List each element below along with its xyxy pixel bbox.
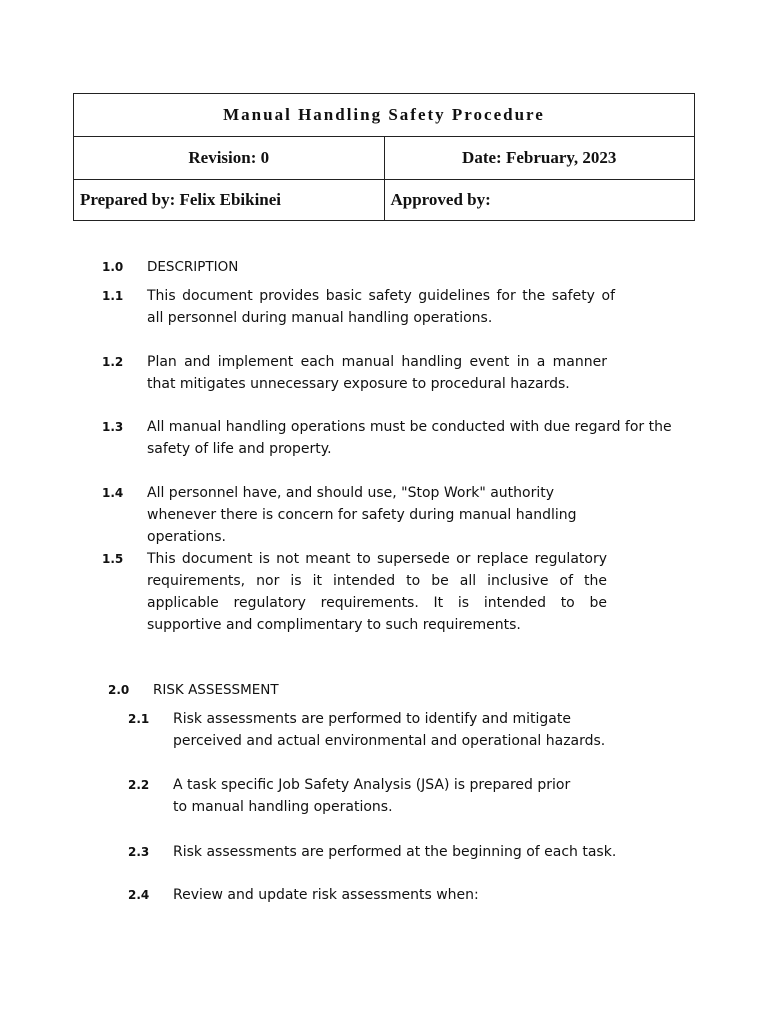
item-number: 2.2 xyxy=(128,778,150,792)
list-item xyxy=(102,482,622,545)
approved-by-cell: Approved by: xyxy=(384,180,695,221)
section-number: 1.0 xyxy=(102,260,124,274)
item-number: 2.1 xyxy=(128,712,150,726)
item-number: 1.5 xyxy=(102,552,124,566)
list-item xyxy=(128,774,628,818)
item-text: All personnel have, and should use, "Stop Work" authority whenever there is concern for safety during manual handling operations. xyxy=(147,485,577,545)
prepared-by-cell: Prepared by: Felix Ebikinei xyxy=(74,180,385,221)
item-text: Review and update risk assessments when: xyxy=(173,887,479,903)
list-item xyxy=(102,285,622,329)
item-text: This document provides basic safety guidelines for the safety of all personnel during manual handling operations. xyxy=(147,288,615,326)
item-number: 1.1 xyxy=(102,289,124,303)
document-title: Manual Handling Safety Procedure xyxy=(74,94,695,137)
item-number: 1.3 xyxy=(102,420,124,434)
list-item xyxy=(102,548,622,636)
item-text: All manual handling operations must be conducted with due regard for the safety of life and property. xyxy=(147,419,672,457)
list-item xyxy=(128,841,628,863)
item-text: This document is not meant to supersede or replace regulatory requirements, nor is it intended to be all inclusive of the applicable regulatory requirements. It is intended to be supportive and complimentary to such requirements. xyxy=(147,551,607,633)
section-title: RISK ASSESSMENT xyxy=(153,682,279,698)
list-item xyxy=(128,708,628,752)
item-text: Plan and implement each manual handling event in a manner that mitigates unnecessary exposure to procedural hazards. xyxy=(147,354,607,392)
section-number: 2.0 xyxy=(108,683,130,697)
document-header-table xyxy=(73,93,695,221)
list-item xyxy=(102,416,702,460)
section-title: DESCRIPTION xyxy=(147,259,239,275)
item-text: A task specific Job Safety Analysis (JSA) is prepared prior to manual handling operations. xyxy=(173,777,571,815)
item-number: 1.2 xyxy=(102,355,124,369)
revision-cell: Revision: 0 xyxy=(74,137,385,180)
item-text: Risk assessments are performed at the beginning of each task. xyxy=(173,844,617,860)
list-item xyxy=(128,884,628,906)
list-item xyxy=(102,351,622,395)
section-heading-risk-assessment xyxy=(108,679,608,701)
item-number: 2.3 xyxy=(128,845,150,859)
section-heading-description xyxy=(102,256,602,278)
date-cell: Date: February, 2023 xyxy=(384,137,695,180)
item-text: Risk assessments are performed to identify and mitigate perceived and actual environmental and operational hazards. xyxy=(173,711,606,749)
item-number: 1.4 xyxy=(102,486,124,500)
item-number: 2.4 xyxy=(128,888,150,902)
